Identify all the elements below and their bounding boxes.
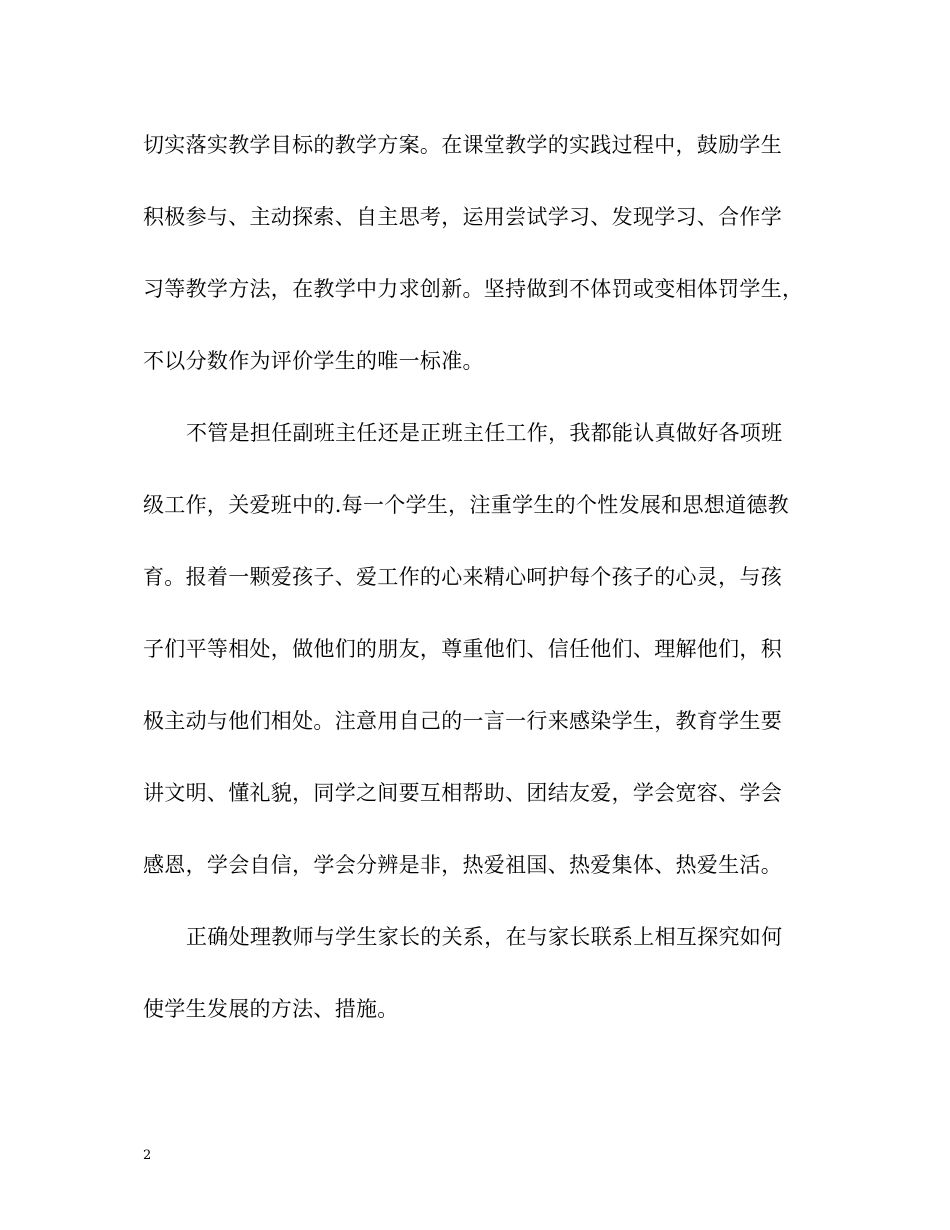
text-line: 极主动与他们相处。注意用自己的一言一行来感染学生，教育学生要 [143, 709, 782, 733]
text-line: 不以分数作为评价学生的唯一标准。 [143, 349, 484, 373]
text-line: 子们平等相处，做他们的朋友，尊重他们、信任他们、理解他们，积 [143, 637, 782, 661]
text-line: 讲文明、懂礼貌，同学之间要互相帮助、团结友爱，学会宽容、学会 [143, 781, 782, 805]
text-line: 感恩，学会自信，学会分辨是非，热爱祖国、热爱集体、热爱生活。 [143, 853, 782, 877]
paragraph-start-line: 不管是担任副班主任还是正班主任工作，我都能认真做好各项班 [186, 421, 783, 445]
text-line: 积极参与、主动探索、自主思考，运用尝试学习、发现学习、合作学 [143, 205, 782, 229]
text-line: 级工作，关爱班中的.每一个学生，注重学生的个性发展和思想道德教 [143, 493, 789, 517]
text-line: 使学生发展的方法、措施。 [143, 997, 399, 1021]
text-line: 习等教学方法，在教学中力求创新。坚持做到不体罚或变相体罚学生， [143, 277, 804, 301]
text-line: 切实落实教学目标的教学方案。在课堂教学的实践过程中，鼓励学生 [143, 133, 782, 157]
page-number: 2 [143, 1148, 152, 1163]
paragraph-start-line: 正确处理教师与学生家长的关系，在与家长联系上相互探究如何 [186, 925, 783, 949]
text-line: 育。报着一颗爱孩子、爱工作的心来精心呵护每个孩子的心灵，与孩 [143, 565, 782, 589]
